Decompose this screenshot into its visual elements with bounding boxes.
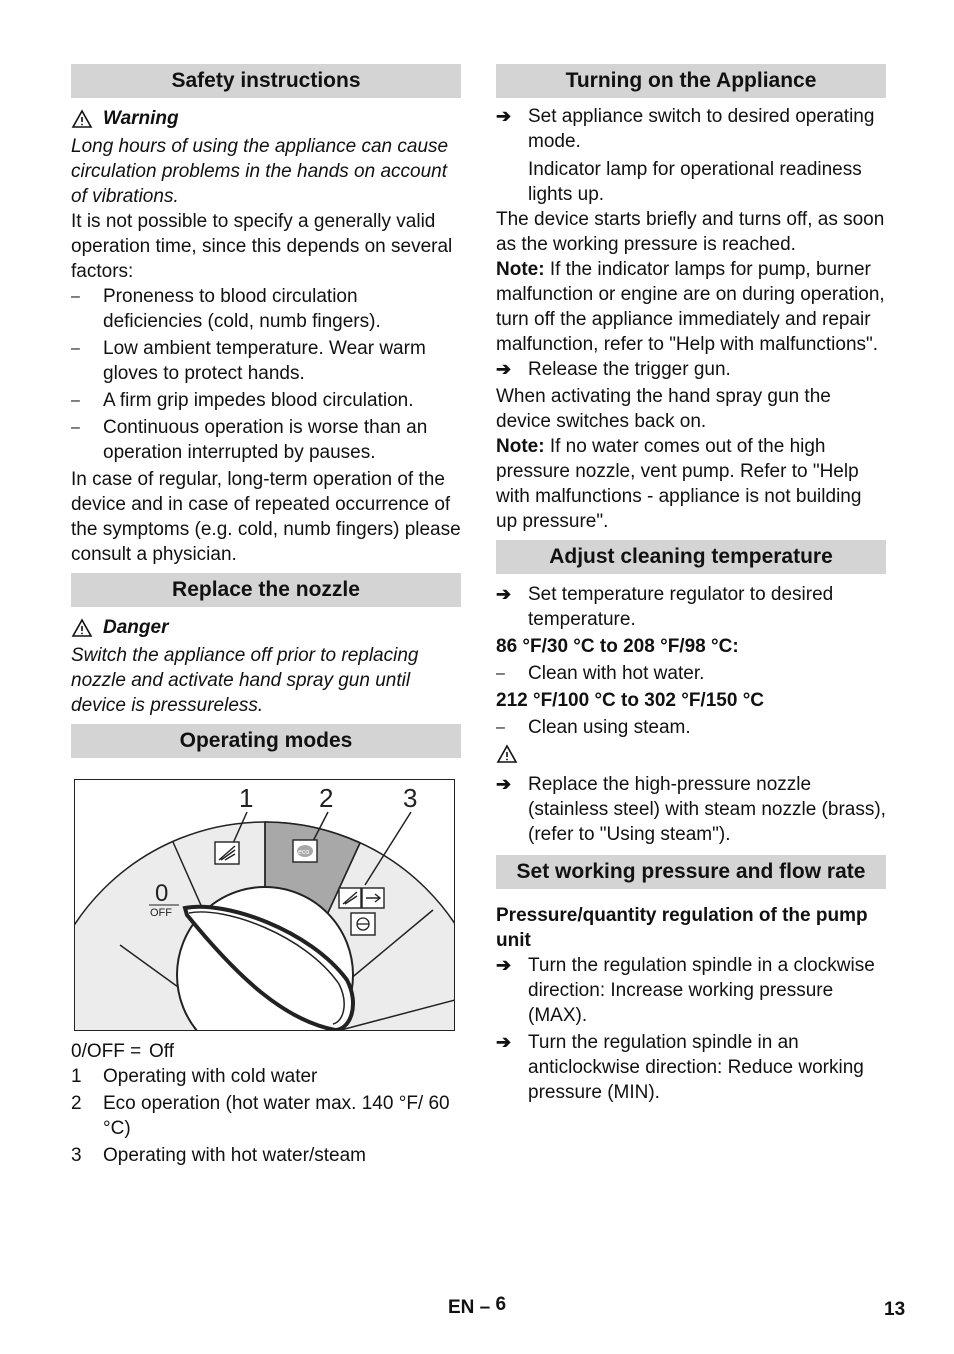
warning-icon	[496, 744, 518, 764]
dash-marker: –	[71, 340, 80, 357]
nozzle-heading: Replace the nozzle	[71, 573, 461, 607]
instruction-step: ➔ Turn the regulation spindle in an anticlockwise direction: Reduce working pressure (MIN).	[496, 1032, 864, 1103]
eco-icon	[293, 840, 317, 862]
instruction-step: ➔ Set appliance switch to desired operating mode.	[496, 106, 875, 152]
temperature-range: 86 °F/30 °C to 208 °F/98 °C:	[496, 636, 739, 657]
page-number: 13	[884, 1299, 906, 1320]
dash-marker: –	[71, 392, 80, 409]
danger-text: Switch the appliance off prior to replacing nozzle and activate hand spray gun until device is pressureless.	[71, 645, 419, 716]
instruction-step: ➔ Replace the high-pressure nozzle (stainless steel) with steam nozzle (brass), (refer to "Using steam").	[496, 774, 886, 845]
list-item: – Proneness to blood circulation deficiencies (cold, numb fingers).	[71, 286, 381, 332]
left-column	[71, 64, 461, 1168]
legend-row	[71, 1091, 461, 1141]
dial-label-3: 3	[403, 783, 418, 813]
list-item: – Clean using steam.	[496, 717, 691, 738]
operating-dial-illustration	[75, 780, 454, 1030]
danger-label: Danger	[103, 617, 169, 638]
cold-water-icon	[215, 842, 239, 864]
turning-on-heading: Turning on the Appliance	[496, 64, 886, 98]
dash-marker: –	[71, 419, 80, 436]
list-item: – Low ambient temperature. Wear warm gloves to protect hands.	[71, 338, 426, 384]
pressure-heading: Set working pressure and flow rate	[496, 855, 886, 889]
temperature-heading: Adjust cleaning temperature	[496, 540, 886, 574]
legend-text: Off	[149, 1041, 174, 1062]
right-column	[496, 64, 886, 1105]
arrow-icon: ➔	[496, 359, 512, 379]
warning-icon	[71, 109, 93, 129]
pressure-subheading: Pressure/quantity regulation of the pump unit	[496, 905, 868, 951]
warning-symbol-row	[496, 740, 886, 772]
dial-label-1: 1	[239, 783, 254, 813]
warning-text: Long hours of using the appliance can cause circulation problems in the hands on account of vibrations.	[71, 136, 449, 207]
paragraph: The device starts briefly and turns off, as soon as the working pressure is reached.	[496, 209, 885, 255]
mode-legend	[71, 1039, 461, 1168]
legend-key: 1	[71, 1066, 82, 1087]
arrow-icon: ➔	[496, 955, 512, 975]
dash-marker: –	[496, 719, 505, 736]
safety-heading: Safety instructions	[71, 64, 461, 98]
instruction-step: ➔ Release the trigger gun.	[496, 359, 731, 380]
legend-text: Operating with cold water	[103, 1066, 318, 1087]
legend-key: 0/OFF =	[71, 1041, 142, 1062]
legend-key: 3	[71, 1145, 82, 1166]
arrow-icon: ➔	[496, 584, 512, 604]
warning-icon	[71, 618, 93, 638]
eco-icon-text: eco	[298, 849, 310, 856]
step-result: Indicator lamp for operational readiness lights up.	[528, 159, 862, 205]
steam-icon	[351, 913, 375, 935]
warning-label-row	[71, 106, 461, 131]
list-item: – Continuous operation is worse than an operation interrupted by pauses.	[71, 417, 428, 463]
legend-text: Eco operation (hot water max. 140 °F/ 60 °C)	[103, 1093, 450, 1139]
list-item: – Clean with hot water.	[496, 663, 705, 684]
paragraph: When activating the hand spray gun the device switches back on.	[496, 386, 831, 432]
arrow-icon: ➔	[496, 774, 512, 794]
list-item: – A firm grip impedes blood circulation.	[71, 390, 414, 411]
dial-label-off: OFF	[150, 907, 172, 919]
legend-key: 2	[71, 1093, 82, 1114]
legend-row	[71, 1039, 461, 1064]
modes-heading: Operating modes	[71, 724, 461, 758]
hot-water-icon	[339, 888, 384, 908]
note-paragraph: Note: If no water comes out of the high pressure nozzle, vent pump. Refer to "Help with malfunctions - appliance is not building up pressure".	[496, 436, 862, 532]
note-paragraph: Note: If the indicator lamps for pump, burner malfunction or engine are on during operation, turn off the appliance immediately and repair malfunction, refer to "Help with malfunctions".	[496, 259, 885, 355]
consult-text: In case of regular, long-term operation of the device and in case of repeated occurrence of the symptoms (e.g. cold, numb fingers) please consult a physician.	[71, 469, 461, 565]
legend-text: Operating with hot water/steam	[103, 1145, 366, 1166]
temperature-range: 212 °F/100 °C to 302 °F/150 °C	[496, 690, 765, 711]
arrow-icon: ➔	[496, 106, 512, 126]
warning-label: Warning	[103, 108, 179, 129]
legend-row	[71, 1143, 461, 1168]
page-footer-section: EN – 6	[448, 1294, 507, 1318]
dial-label-2: 2	[319, 783, 334, 813]
operating-dial-figure	[74, 779, 455, 1031]
note-label: Note:	[496, 436, 545, 457]
intro-text: It is not possible to specify a generally valid operation time, since this depends on several factors:	[71, 211, 453, 282]
dash-marker: –	[496, 665, 505, 682]
legend-row	[71, 1064, 461, 1089]
arrow-icon: ➔	[496, 1032, 512, 1052]
danger-label-row	[71, 615, 461, 640]
dial-label-0: 0	[155, 880, 169, 907]
dash-marker: –	[71, 288, 80, 305]
instruction-step: ➔ Set temperature regulator to desired temperature.	[496, 584, 834, 630]
instruction-step: ➔ Turn the regulation spindle in a clockwise direction: Increase working pressure (MAX).	[496, 955, 875, 1026]
note-label: Note:	[496, 259, 545, 280]
